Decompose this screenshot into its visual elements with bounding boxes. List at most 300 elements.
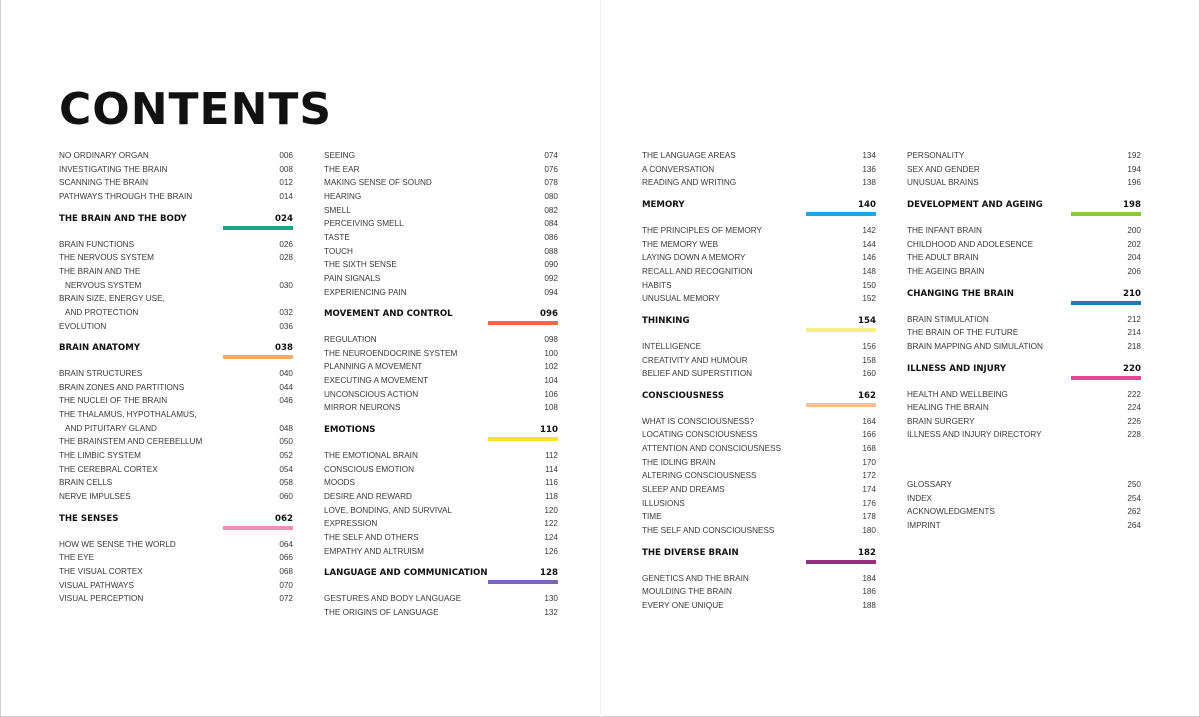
toc-entry[interactable] (324, 232, 558, 244)
toc-entry[interactable] (324, 246, 558, 258)
toc-entry-title: EVOLUTION (59, 321, 107, 331)
toc-entry-page: 050 (279, 437, 293, 447)
section-color-bar (1071, 212, 1141, 216)
page-title: CONTENTS (59, 84, 333, 135)
toc-entry-title: PERCEIVING SMELL (324, 219, 404, 229)
section-header[interactable] (642, 315, 876, 329)
toc-entry-title: HEALING THE BRAIN (907, 403, 989, 413)
toc-column-1 (59, 150, 293, 717)
toc-entry[interactable] (324, 259, 558, 271)
toc-entry-page: 262 (1127, 507, 1141, 517)
toc-entry-title: CREATIVITY AND HUMOUR (642, 355, 748, 365)
toc-entry-page: 250 (1127, 480, 1141, 490)
toc-entry-title: THE SELF AND CONSCIOUSNESS (642, 526, 775, 535)
section-title: THE BRAIN AND THE BODY (59, 213, 187, 224)
section-title: EMOTIONS (324, 425, 376, 436)
toc-entry-title: LOCATING CONSCIOUSNESS (642, 430, 758, 440)
toc-entry[interactable] (642, 177, 876, 189)
toc-entry-title: RECALL AND RECOGNITION (642, 266, 753, 276)
toc-entry-title: HEARING (324, 191, 362, 201)
toc-entry-page: 108 (544, 403, 558, 413)
toc-entry[interactable] (907, 239, 1141, 251)
toc-entry-page: 126 (544, 546, 558, 556)
toc-entry-title: GLOSSARY (907, 480, 952, 490)
toc-entry-page: 192 (1127, 151, 1141, 160)
toc-entry[interactable] (642, 525, 876, 537)
toc-entry[interactable] (324, 505, 558, 517)
toc-entry-page: 040 (279, 369, 293, 379)
toc-entry[interactable] (324, 334, 558, 346)
toc-entry[interactable] (642, 457, 876, 469)
toc-entry[interactable] (642, 341, 876, 353)
section-page-number: 128 (540, 568, 558, 579)
section-page-number: 096 (540, 309, 558, 320)
toc-entry[interactable] (907, 177, 1141, 189)
toc-entry-title: THE VISUAL CORTEX (59, 566, 143, 576)
section-color-bar (223, 526, 293, 530)
toc-entry-page: 264 (1127, 521, 1141, 531)
toc-entry-page: 176 (862, 498, 876, 508)
toc-entry-page: 212 (1127, 314, 1141, 324)
toc-entry[interactable] (642, 225, 876, 237)
toc-entry[interactable] (907, 520, 1141, 532)
toc-entry-page: 150 (862, 280, 876, 290)
section-color-bar (488, 580, 558, 584)
toc-entry[interactable] (59, 395, 293, 407)
section-page-number: 024 (275, 213, 293, 224)
section-title: BRAIN ANATOMY (59, 343, 140, 354)
toc-entry[interactable] (642, 511, 876, 523)
toc-entry[interactable] (59, 191, 293, 203)
toc-entry[interactable] (907, 150, 1141, 162)
section-page-number: 220 (1123, 363, 1141, 374)
section-title: DEVELOPMENT AND AGEING (907, 199, 1043, 210)
toc-entry[interactable] (324, 218, 558, 230)
toc-entry[interactable] (642, 266, 876, 278)
toc-entry-title: NERVE IMPULSES (59, 492, 131, 501)
toc-entry-page: 078 (544, 178, 558, 188)
toc-entry-page: 082 (544, 205, 558, 215)
section-header[interactable] (59, 513, 293, 527)
toc-entry[interactable] (324, 375, 558, 387)
toc-entry-page: 112 (544, 451, 558, 461)
toc-entry[interactable] (907, 389, 1141, 401)
toc-entry-page: 036 (279, 321, 293, 331)
toc-entry-page: 172 (862, 471, 876, 481)
toc-entry-page: 086 (544, 232, 558, 242)
toc-entry-title: THE ORIGINS OF LANGUAGE (324, 607, 439, 617)
toc-entry-page: 218 (1127, 341, 1141, 351)
toc-entry[interactable] (324, 273, 558, 285)
toc-entry-title: THE CEREBRAL CORTEX (59, 464, 158, 474)
toc-entry[interactable] (59, 593, 293, 605)
toc-entry[interactable] (324, 205, 558, 217)
section-header[interactable] (642, 547, 876, 561)
section-color-bar (806, 212, 876, 216)
toc-entry-title: UNCONSCIOUS ACTION (324, 389, 419, 399)
toc-entry-page: 180 (862, 526, 876, 535)
toc-entry-title: BELIEF AND SUPERSTITION (642, 369, 753, 379)
toc-entry-title: SMELL (324, 205, 351, 215)
toc-entry[interactable] (907, 429, 1141, 441)
toc-entry[interactable] (324, 164, 558, 176)
toc-entry[interactable] (907, 327, 1141, 339)
toc-entry-page: 118 (544, 492, 558, 501)
toc-entry[interactable] (59, 307, 293, 319)
toc-entry[interactable] (642, 416, 876, 428)
toc-column-2 (324, 150, 558, 717)
toc-entry-title: THE BRAINSTEM AND CEREBELLUM (59, 437, 203, 447)
toc-entry-title: ILLUSIONS (642, 498, 685, 508)
toc-entry-title: HABITS (642, 280, 672, 290)
toc-entry[interactable] (59, 436, 293, 448)
section-page-number: 198 (1123, 199, 1141, 210)
toc-entry[interactable] (324, 518, 558, 530)
toc-entry-page: 168 (862, 444, 876, 454)
toc-entry-page: 102 (544, 362, 558, 372)
toc-entry[interactable] (642, 239, 876, 251)
toc-entry-title: ACKNOWLEDGMENTS (907, 507, 995, 517)
toc-entry-page: 054 (279, 464, 293, 474)
section-page-number: 210 (1123, 288, 1141, 299)
toc-entry-page: 124 (544, 532, 558, 542)
toc-entry[interactable] (642, 164, 876, 176)
toc-entry-page: 178 (862, 512, 876, 522)
toc-entry-title: THE EAR (324, 164, 360, 174)
toc-entry-title: PLANNING A MOVEMENT (324, 362, 423, 372)
toc-entry-page: 080 (544, 191, 558, 201)
section-color-bar (806, 328, 876, 332)
toc-entry-title: THE NEUROENDOCRINE SYSTEM (324, 348, 458, 358)
toc-entry-page: 116 (544, 478, 558, 488)
toc-entry[interactable] (907, 402, 1141, 414)
toc-entry-page: 104 (544, 376, 558, 386)
toc-entry-page: 070 (279, 580, 293, 590)
section-page-number: 038 (275, 343, 293, 354)
toc-entry-title: PAIN SIGNALS (324, 273, 381, 283)
toc-entry-title: THE THALAMUS, HYPOTHALAMUS, (59, 410, 197, 420)
toc-entry-page: 084 (544, 219, 558, 229)
toc-entry-title: BRAIN STIMULATION (907, 314, 989, 324)
toc-entry[interactable] (907, 416, 1141, 428)
toc-entry[interactable] (324, 607, 558, 619)
toc-entry-title: AND PITUITARY GLAND (65, 423, 157, 433)
toc-entry[interactable] (59, 280, 293, 292)
toc-entry-page: 092 (544, 273, 558, 283)
toc-entry[interactable] (59, 164, 293, 176)
toc-entry[interactable] (324, 546, 558, 558)
section-color-bar (1071, 376, 1141, 380)
toc-entry[interactable] (59, 580, 293, 592)
toc-entry-title: BRAIN ZONES AND PARTITIONS (59, 382, 185, 392)
toc-entry[interactable] (59, 321, 293, 333)
toc-entry[interactable] (642, 252, 876, 264)
toc-entry-title: EXPERIENCING PAIN (324, 287, 407, 297)
toc-entry-title: THE IDLING BRAIN (642, 457, 716, 467)
toc-entry-title: CONSCIOUS EMOTION (324, 464, 415, 474)
toc-entry[interactable] (324, 348, 558, 360)
toc-entry[interactable] (324, 389, 558, 401)
toc-entry[interactable] (59, 491, 293, 503)
section-page-number: 110 (540, 425, 558, 436)
toc-entry[interactable] (642, 443, 876, 455)
toc-entry-title: BRAIN FUNCTIONS (59, 239, 135, 249)
toc-entry-title: INTELLIGENCE (642, 341, 702, 351)
toc-entry-title: BRAIN SIZE, ENERGY USE, (59, 294, 165, 304)
toc-entry-title: CHILDHOOD AND ADOLESENCE (907, 239, 1034, 249)
toc-entry[interactable] (59, 266, 293, 278)
toc-entry-page: 144 (862, 239, 876, 249)
toc-entry[interactable] (324, 287, 558, 299)
toc-entry[interactable] (907, 266, 1141, 278)
toc-entry-title: ILLNESS AND INJURY DIRECTORY (907, 430, 1042, 440)
toc-entry-page: 134 (862, 151, 876, 160)
toc-entry-page: 060 (279, 492, 293, 501)
toc-entry[interactable] (907, 341, 1141, 353)
toc-entry[interactable] (324, 532, 558, 544)
toc-entry-page: 074 (544, 151, 558, 160)
section-page-number: 154 (858, 315, 876, 326)
section-header[interactable] (59, 342, 293, 356)
toc-entry[interactable] (642, 150, 876, 162)
toc-entry-title: SLEEP AND DREAMS (642, 485, 725, 495)
toc-entry-title: UNUSUAL BRAINS (907, 178, 979, 188)
toc-entry[interactable] (642, 293, 876, 305)
toc-entry[interactable] (324, 477, 558, 489)
toc-entry[interactable] (59, 177, 293, 189)
toc-entry[interactable] (324, 402, 558, 414)
toc-entry-title: BRAIN MAPPING AND SIMULATION (907, 341, 1043, 351)
toc-entry[interactable] (324, 464, 558, 476)
toc-entry-page: 254 (1127, 493, 1141, 503)
toc-entry-page: 048 (279, 423, 293, 433)
toc-entry-title: IMPRINT (907, 521, 941, 531)
toc-entry-page: 100 (544, 348, 558, 358)
toc-entry-page: 148 (862, 266, 876, 276)
section-page-number: 182 (858, 547, 876, 558)
section-header[interactable] (907, 199, 1141, 213)
toc-entry-title: SCANNING THE BRAIN (59, 178, 149, 188)
section-title: LANGUAGE AND COMMUNICATION (324, 568, 488, 579)
section-title: THE DIVERSE BRAIN (642, 547, 739, 558)
toc-entry-title: BRAIN CELLS (59, 478, 113, 488)
toc-entry-page: 224 (1127, 403, 1141, 413)
toc-entry-page: 114 (544, 464, 558, 474)
toc-entry-title: UNUSUAL MEMORY (642, 294, 720, 304)
toc-entry-title: MOULDING THE BRAIN (642, 587, 732, 597)
toc-entry-title: THE PRINCIPLES OF MEMORY (642, 225, 762, 235)
toc-entry[interactable] (59, 450, 293, 462)
toc-entry-title: THE NERVOUS SYSTEM (59, 253, 154, 263)
toc-entry-title: WHAT IS CONSCIOUSNESS? (642, 416, 755, 426)
toc-entry[interactable] (907, 493, 1141, 505)
toc-entry-page: 204 (1127, 253, 1141, 263)
toc-entry[interactable] (324, 191, 558, 203)
toc-entry[interactable] (907, 225, 1141, 237)
toc-entry-page: 072 (279, 594, 293, 604)
toc-entry[interactable] (907, 252, 1141, 264)
toc-entry-title: THE BRAIN OF THE FUTURE (907, 328, 1019, 338)
section-header[interactable] (907, 288, 1141, 302)
section-color-bar (488, 321, 558, 325)
toc-entry[interactable] (324, 593, 558, 605)
section-header[interactable] (324, 308, 558, 322)
toc-entry-title: THE ADULT BRAIN (907, 253, 979, 263)
toc-entry-title: THE LANGUAGE AREAS (642, 151, 736, 160)
toc-entry-page: 090 (544, 260, 558, 270)
toc-entry[interactable] (907, 479, 1141, 491)
toc-entry[interactable] (642, 368, 876, 380)
toc-entry-title: EXPRESSION (324, 519, 378, 529)
toc-entry-title: EXECUTING A MOVEMENT (324, 376, 429, 386)
toc-entry[interactable] (59, 477, 293, 489)
toc-entry[interactable] (59, 552, 293, 564)
toc-entry-title: TIME (642, 512, 662, 522)
toc-entry-page: 200 (1127, 225, 1141, 235)
section-color-bar (488, 437, 558, 441)
toc-entry[interactable] (59, 368, 293, 380)
toc-entry-page: 122 (544, 519, 558, 529)
toc-entry[interactable] (324, 450, 558, 462)
toc-entry-page: 138 (862, 178, 876, 188)
toc-entry-page: 076 (544, 164, 558, 174)
section-color-bar (223, 355, 293, 359)
toc-entry-title: LOVE, BONDING, AND SURVIVAL (324, 505, 453, 515)
section-header[interactable] (642, 199, 876, 213)
toc-entry[interactable] (324, 177, 558, 189)
toc-entry-page: 194 (1127, 164, 1141, 174)
toc-entry-page: 170 (862, 457, 876, 467)
toc-entry[interactable] (642, 586, 876, 598)
toc-entry[interactable] (324, 361, 558, 373)
section-header[interactable] (907, 363, 1141, 377)
toc-entry-page: 214 (1127, 328, 1141, 338)
section-header[interactable] (642, 390, 876, 404)
toc-entry-page: 130 (544, 594, 558, 604)
toc-entry[interactable] (642, 573, 876, 585)
toc-entry[interactable] (907, 164, 1141, 176)
toc-entry-page: 222 (1127, 389, 1141, 399)
toc-entry-page: 068 (279, 566, 293, 576)
section-title: ILLNESS AND INJURY (907, 363, 1007, 374)
section-color-bar (806, 403, 876, 407)
toc-entry[interactable] (642, 484, 876, 496)
toc-entry-title: PATHWAYS THROUGH THE BRAIN (59, 191, 193, 201)
toc-entry[interactable] (907, 314, 1141, 326)
toc-entry-title: PERSONALITY (907, 151, 965, 160)
toc-entry[interactable] (642, 498, 876, 510)
toc-entry-title: GESTURES AND BODY LANGUAGE (324, 594, 462, 604)
book-spine (600, 0, 602, 717)
toc-entry-title: READING AND WRITING (642, 178, 737, 188)
toc-entry-page: 098 (544, 335, 558, 345)
toc-entry-title: LAYING DOWN A MEMORY (642, 253, 746, 263)
toc-entry-page: 046 (279, 396, 293, 406)
toc-entry-page: 026 (279, 239, 293, 249)
toc-entry[interactable] (59, 423, 293, 435)
toc-entry-page: 226 (1127, 416, 1141, 426)
toc-entry-title: SEX AND GENDER (907, 164, 980, 174)
section-page-number: 162 (858, 390, 876, 401)
toc-entry[interactable] (59, 566, 293, 578)
toc-entry[interactable] (59, 252, 293, 264)
section-page-number: 062 (275, 513, 293, 524)
toc-entry[interactable] (642, 470, 876, 482)
section-title: CONSCIOUSNESS (642, 390, 725, 401)
toc-entry-title: SEEING (324, 151, 355, 160)
toc-entry-page: 044 (279, 382, 293, 392)
section-page-number: 140 (858, 199, 876, 210)
toc-entry-title: EVERY ONE UNIQUE (642, 600, 724, 610)
toc-entry[interactable] (59, 382, 293, 394)
section-title: MEMORY (642, 199, 685, 210)
toc-entry[interactable] (59, 150, 293, 162)
toc-entry-page: 136 (862, 164, 876, 174)
toc-entry-page: 146 (862, 253, 876, 263)
toc-column-3 (642, 150, 876, 717)
toc-entry-page: 186 (862, 587, 876, 597)
section-header[interactable] (59, 213, 293, 227)
toc-entry[interactable] (907, 506, 1141, 518)
toc-entry-page: 174 (862, 485, 876, 495)
toc-entry[interactable] (642, 600, 876, 612)
toc-entry-title: AND PROTECTION (65, 307, 139, 317)
toc-entry-page: 132 (544, 607, 558, 617)
toc-entry-title: THE EYE (59, 553, 95, 563)
toc-entry-page: 014 (279, 191, 293, 201)
toc-entry-page: 012 (279, 178, 293, 188)
toc-entry-page: 166 (862, 430, 876, 440)
toc-entry-title: THE SIXTH SENSE (324, 260, 397, 270)
toc-entry[interactable] (642, 280, 876, 292)
toc-entry-title: DESIRE AND REWARD (324, 492, 412, 501)
toc-entry[interactable] (59, 539, 293, 551)
section-header[interactable] (324, 424, 558, 438)
section-header[interactable] (324, 567, 558, 581)
toc-entry-title: THE NUCLEI OF THE BRAIN (59, 396, 168, 406)
toc-entry[interactable] (324, 491, 558, 503)
toc-entry-page: 228 (1127, 430, 1141, 440)
toc-entry[interactable] (642, 429, 876, 441)
section-color-bar (806, 560, 876, 564)
toc-entry-title: MIRROR NEURONS (324, 403, 401, 413)
toc-entry-title: THE LIMBIC SYSTEM (59, 451, 141, 461)
toc-entry[interactable] (59, 409, 293, 421)
toc-entry-page: 094 (544, 287, 558, 297)
toc-entry[interactable] (324, 150, 558, 162)
toc-entry-title: ALTERING CONSCIOUSNESS (642, 471, 757, 481)
toc-entry[interactable] (59, 293, 293, 305)
toc-entry-title: HEALTH AND WELLBEING (907, 389, 1008, 399)
toc-entry-title: REGULATION (324, 335, 377, 345)
toc-entry-page: 032 (279, 307, 293, 317)
toc-entry-page: 006 (279, 151, 293, 160)
section-color-bar (223, 226, 293, 230)
toc-entry-page: 008 (279, 164, 293, 174)
toc-entry-title: MAKING SENSE OF SOUND (324, 178, 432, 188)
toc-entry[interactable] (642, 355, 876, 367)
toc-entry[interactable] (59, 464, 293, 476)
toc-entry-page: 120 (544, 505, 558, 515)
toc-entry-title: TOUCH (324, 246, 353, 256)
toc-entry-page: 152 (862, 294, 876, 304)
section-title: THE SENSES (59, 513, 119, 524)
toc-entry-page: 052 (279, 451, 293, 461)
section-title: MOVEMENT AND CONTROL (324, 309, 453, 320)
toc-column-4 (907, 150, 1141, 717)
toc-entry-page: 160 (862, 369, 876, 379)
toc-entry[interactable] (59, 239, 293, 251)
